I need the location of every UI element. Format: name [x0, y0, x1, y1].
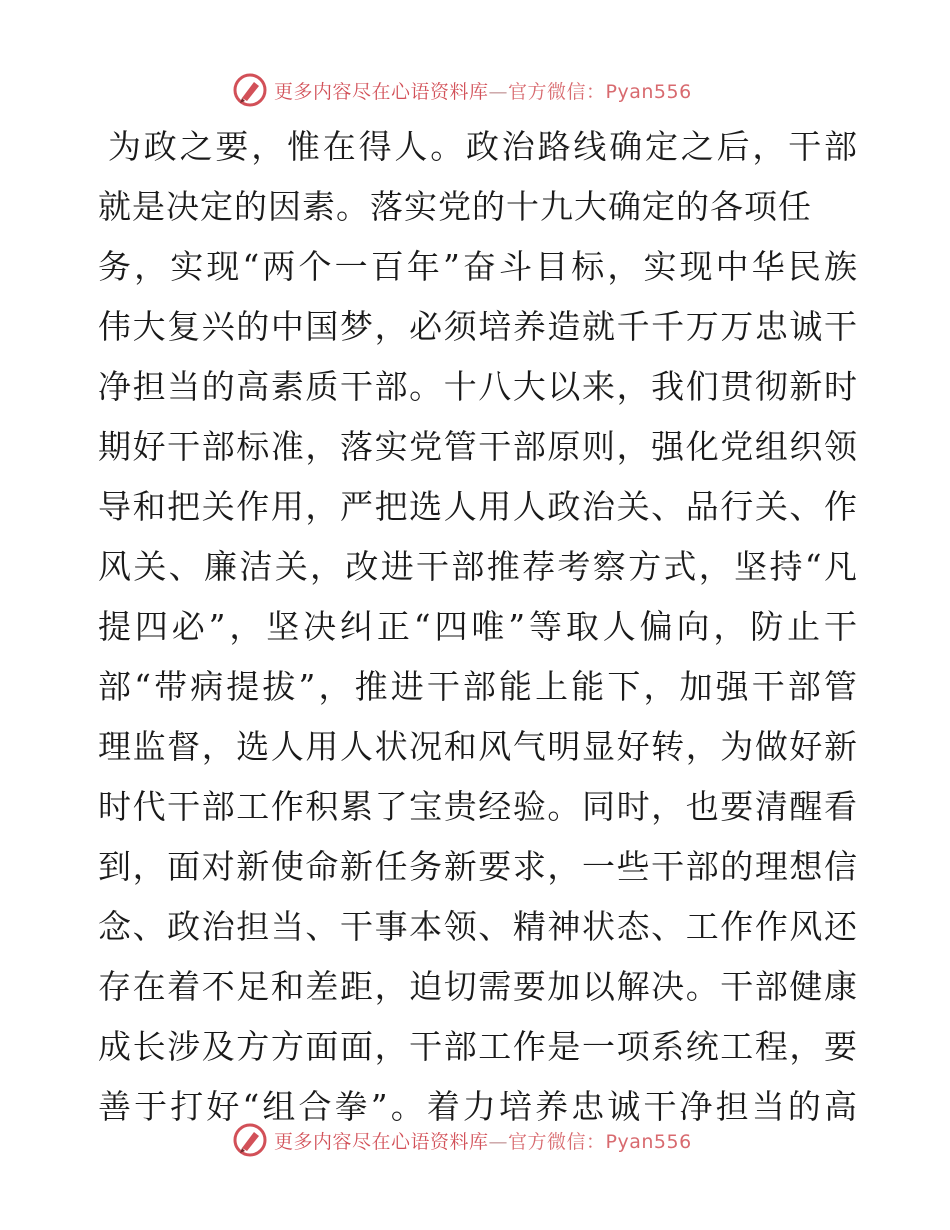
text-line: 念、政治担当、干事本领、精神状态、工作作风还 [98, 907, 858, 946]
text-line: 净担当的高素质干部。十八大以来，我们贯彻新时 [98, 367, 858, 406]
header-contact-text: 官方微信：Pyan556 [508, 80, 692, 103]
text-line: 务，实现“两个一百年”奋斗目标，实现中华民族 [98, 247, 858, 286]
text-line: 时代干部工作积累了宝贵经验。同时，也要清醒看 [98, 787, 858, 826]
text-line: 就是决定的因素。落实党的十九大确定的各项任 [98, 187, 812, 226]
footer-banner-text [274, 1127, 692, 1154]
footer-banner [232, 1120, 752, 1160]
text-line: 到，面对新使命新任务新要求，一些干部的理想信 [98, 847, 858, 886]
text-line: 成长涉及方方面面，干部工作是一项系统工程，要 [98, 1027, 858, 1066]
text-line: 导和把关作用，严把选人用人政治关、品行关、作 [98, 487, 858, 526]
footer-contact-text: 官方微信：Pyan556 [508, 1130, 692, 1153]
text-line: 善于打好“组合拳”。着力培养忠诚干净担当的高 [98, 1087, 858, 1126]
header-brand-text: 更多内容尽在心语资料库 [274, 80, 489, 103]
text-line: 存在着不足和差距，迫切需要加以解决。干部健康 [98, 967, 858, 1006]
footer-brand-text: 更多内容尽在心语资料库 [274, 1130, 489, 1153]
text-line: 提四必”，坚决纠正“四唯”等取人偏向，防止干 [98, 607, 858, 646]
text-line: 期好干部标准，落实党管干部原则，强化党组织领 [98, 427, 858, 466]
text-line: 为政之要，惟在得人。政治路线确定之后，干部 [108, 127, 858, 166]
pen-nib-logo-icon [232, 72, 268, 108]
header-banner [232, 70, 752, 110]
text-line: 部“带病提拔”，推进干部能上能下，加强干部管 [98, 667, 858, 706]
header-banner-text [274, 77, 692, 104]
document-body [98, 117, 858, 1137]
text-line: 理监督，选人用人状况和风气明显好转，为做好新 [98, 727, 858, 766]
footer-separator: — [488, 1130, 509, 1153]
pen-nib-logo-icon [232, 1122, 268, 1158]
text-line: 风关、廉洁关，改进干部推荐考察方式，坚持“凡 [98, 547, 858, 586]
text-line: 伟大复兴的中国梦，必须培养造就千千万万忠诚干 [98, 307, 858, 346]
header-separator: — [488, 80, 509, 103]
